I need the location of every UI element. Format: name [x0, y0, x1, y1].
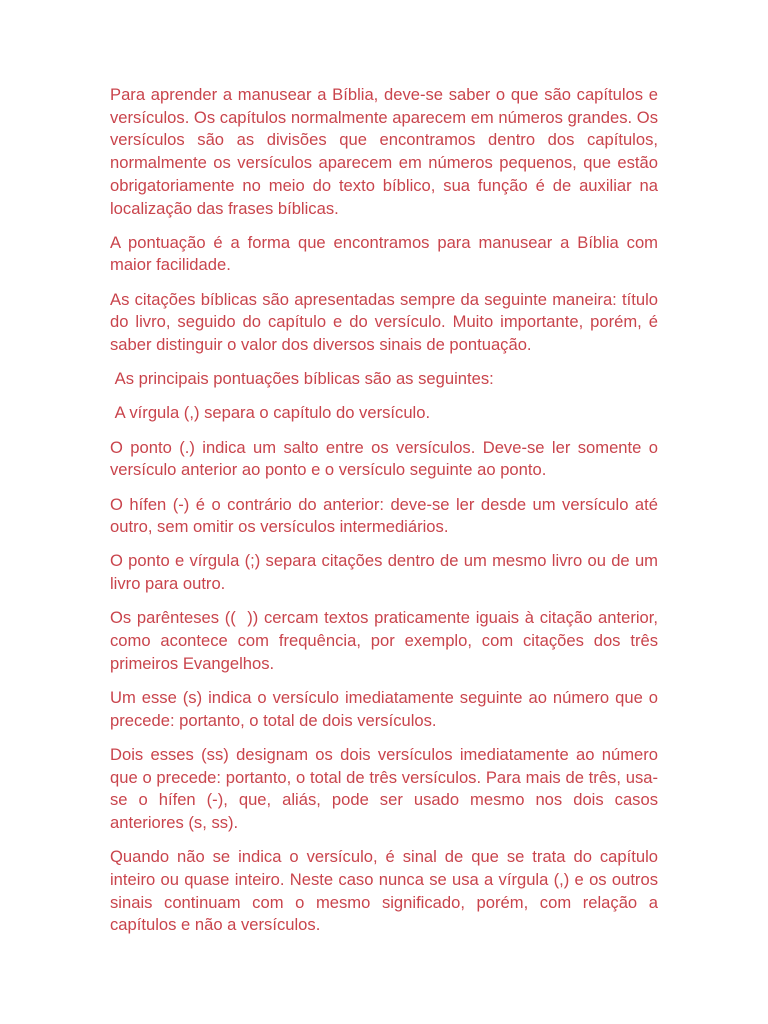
paragraph-citacoes: As citações bíblicas são apresentadas sempre da seguinte maneira: título do livro, seguido do capítulo e do versículo. Muito importante, porém, é saber distinguir o valor dos diversos sinais de pontuação.: [110, 289, 658, 355]
paragraph-parenteses: Os parênteses (( )) cercam textos praticamente iguais à citação anterior, como acontece com frequência, por exemplo, com citações dos três primeiros Evangelhos.: [110, 608, 663, 673]
paragraph-um-esse: Um esse (s) indica o versículo imediatamente seguinte ao número que o precede: portanto, o total de dois versículos.: [110, 687, 658, 730]
paragraph-virgula: A vírgula (,) separa o capítulo do versículo.: [110, 403, 431, 423]
paragraph-ponto: O ponto (.) indica um salto entre os versículos. Deve-se ler somente o versículo anterior ao ponto e o versículo seguinte ao ponto.: [110, 437, 658, 480]
document-body: [110, 84, 663, 949]
paragraph-intro: Para aprender a manusear a Bíblia, deve-se saber o que são capítulos e versículos. Os capítulos normalmente aparecem em números grandes. Os versículos são as divisões que encontramos dentro dos capítulos, normalmente os versículos aparecem em números pequenos, que estão obrigatoriamente no meio do texto bíblico, sua função é de auxiliar na localização das frases bíblicas.: [110, 85, 658, 218]
paragraph-hifen: O hífen (-) é o contrário do anterior: deve-se ler desde um versículo até outro, sem omitir os versículos intermediários.: [110, 494, 658, 537]
paragraph-ponto-e-virgula: O ponto e vírgula (;) separa citações dentro de um mesmo livro ou de um livro para outro.: [110, 551, 658, 594]
paragraph-capitulo-inteiro: Quando não se indica o versículo, é sinal de que se trata do capítulo inteiro ou quase inteiro. Neste caso nunca se usa a vírgula (,) e os outros sinais continuam com o mesmo significado, porém, com relação a capítulos e não a versículos.: [110, 847, 658, 935]
paragraph-principais: As principais pontuações bíblicas são as seguintes:: [110, 369, 494, 389]
paragraph-pontuacao: A pontuação é a forma que encontramos para manusear a Bíblia com maior facilidade.: [110, 232, 658, 275]
paragraph-dois-esses: Dois esses (ss) designam os dois versículos imediatamente ao número que o precede: portanto, o total de três versículos. Para mais de três, usa-se o hífen (-), que, aliás, pode ser usado mesmo nos dois casos anteriores (s, ss).: [110, 744, 658, 832]
